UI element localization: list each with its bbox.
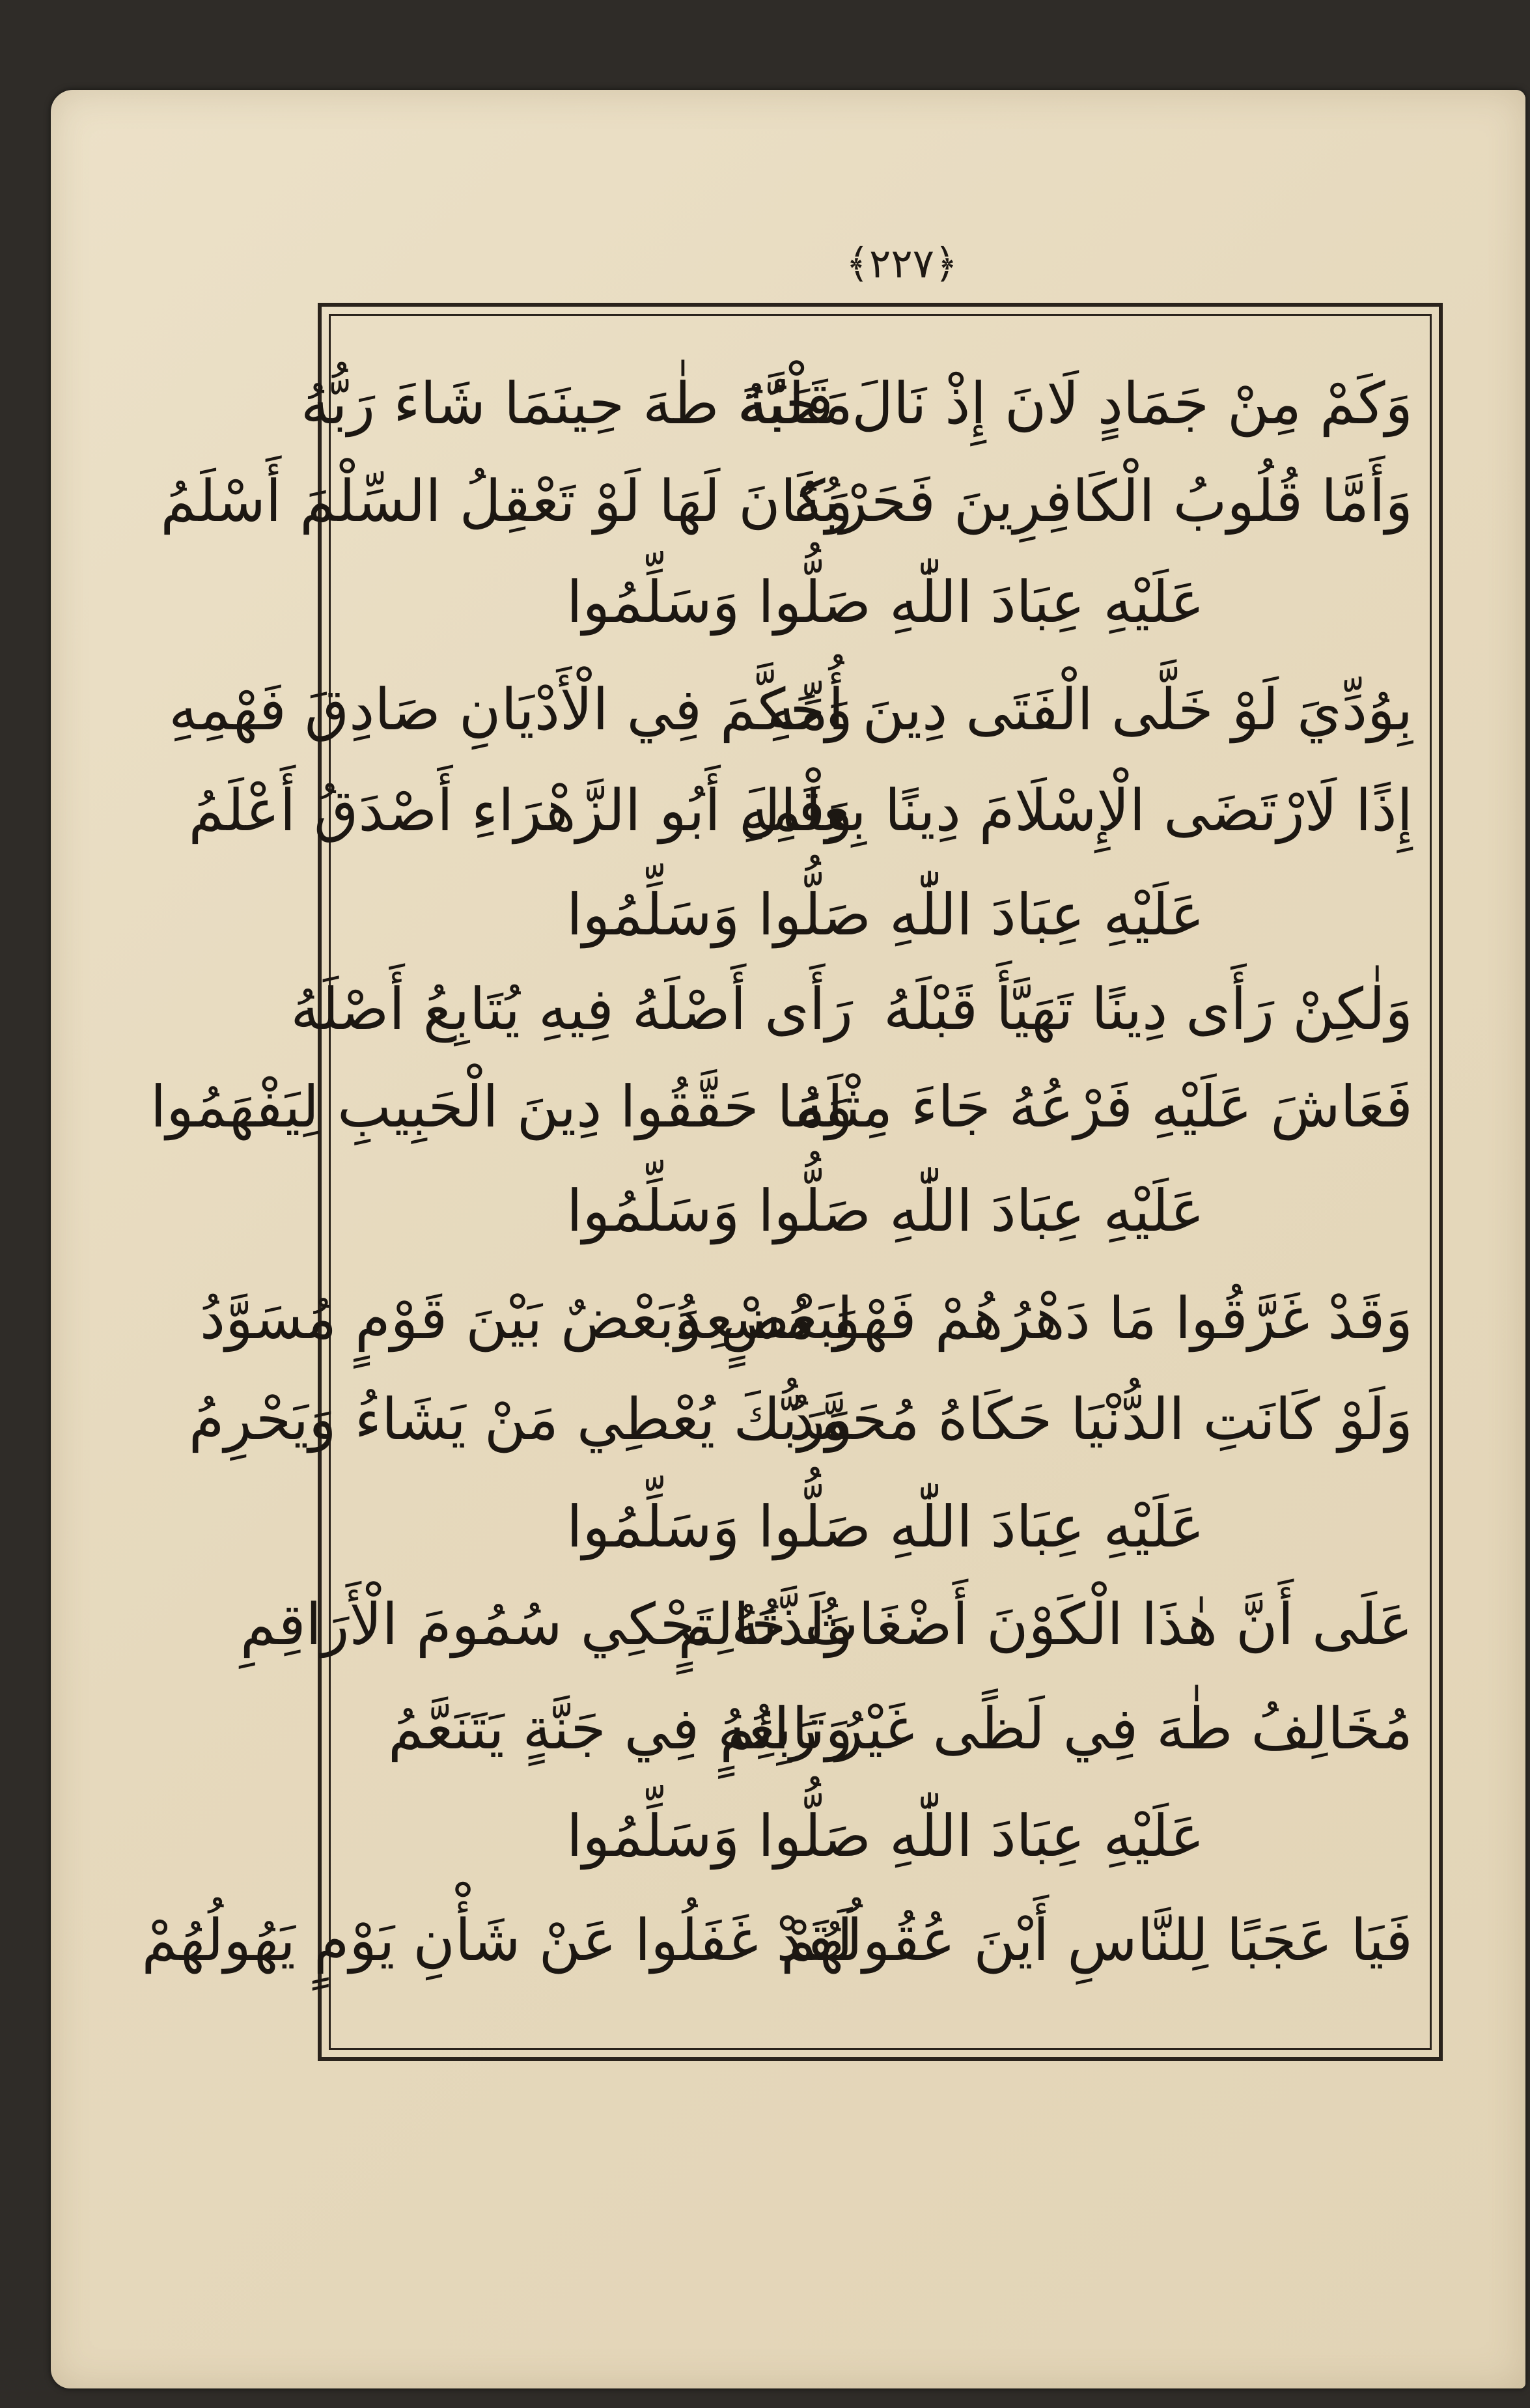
verse-left-hemistich: رَأَى أَصْلَهُ فِيهِ يُتَابِعُ أَصْلَهُ bbox=[290, 975, 853, 1043]
verse-left-hemistich: وَمَا حَقَّقُوا دِينَ الْحَبِيبِ لِيَفْهَمُوا bbox=[150, 1073, 853, 1140]
verse-left-hemistich: وَحَكَّمَ فِي الْأَدْيَانِ صَادِقَ فَهْمِهِ bbox=[169, 676, 853, 743]
verse-left-hemistich: وَتَابِعُهُ فِي جَنَّةٍ يَتَنَعَّمُ bbox=[387, 1695, 853, 1762]
refrain-line: عَلَيْهِ عِبَادَ اللّٰهِ صَلُّوا وَسَلِّمُوا bbox=[566, 568, 1204, 636]
verse-left-hemistich: مَحَبَّةَ طٰهَ حِينَمَا شَاءَ رَبُّهُ bbox=[300, 370, 853, 437]
refrain-line: عَلَيْهِ عِبَادَ اللّٰهِ صَلُّوا وَسَلِّمُوا bbox=[566, 1177, 1204, 1244]
verse-left-hemistich: لِبَعْضٍ وَبَعْضٌ بَيْنَ قَوْمٍ مُسَوَّدُ bbox=[199, 1285, 853, 1352]
verse-right-hemistich: مُخَالِفُ طٰهَ فِي لَظًى غَيْرُ رَائِمٍ bbox=[719, 1695, 1413, 1762]
verse-right-hemistich: فَيَا عَجَبًا لِلنَّاسِ أَيْنَ عُقُولُهُمْ bbox=[780, 1907, 1413, 1974]
verse-right-hemistich: وَلٰكِنْ رَأَى دِينًا تَهَيَّأَ قَبْلَهُ bbox=[883, 975, 1413, 1043]
verse-right-hemistich: وَكَمْ مِنْ جَمَادٍ لَانَ إِذْ نَالَ قَلْبُهُ bbox=[739, 370, 1413, 437]
verse-left-hemistich: وَرَبُّكَ يُعْطِي مَنْ يَشَاءُ وَيَحْرِمُ bbox=[188, 1386, 853, 1453]
refrain-line: عَلَيْهِ عِبَادَ اللّٰهِ صَلُّوا وَسَلِّمُوا bbox=[566, 1802, 1204, 1869]
verse-right-hemistich: بِوُدِّيَ لَوْ خَلَّى الْفَتَى دِينَ أُمِّهِ bbox=[766, 676, 1413, 743]
verse-left-hemistich: وَكَانَ لَهَا لَوْ تَعْقِلُ السِّلْمَ أَسْلَمُ bbox=[160, 468, 853, 535]
verse-right-hemistich: وَأَمَّا قُلُوبُ الْكَافِرِينَ فَحَرْبُهُ bbox=[792, 468, 1413, 535]
page-number: ﴿٢٢٧﴾ bbox=[845, 240, 958, 287]
refrain-line: عَلَيْهِ عِبَادَ اللّٰهِ صَلُّوا وَسَلِّمُوا bbox=[566, 1493, 1204, 1560]
verse-right-hemistich: وَقَدْ غَرَّقُوا مَا دَهْرُهُمْ فَهْوَ مُسْعِدُ bbox=[675, 1285, 1413, 1352]
verse-right-hemistich: إِذًا لَارْتَضَى الْإِسْلَامَ دِينًا بِعِلْمِهِ bbox=[740, 777, 1413, 844]
refrain-line: عَلَيْهِ عِبَادَ اللّٰهِ صَلُّوا وَسَلِّمُوا bbox=[566, 881, 1204, 948]
verse-right-hemistich: عَلَى أَنَّ هٰذَا الْكَوْنَ أَضْغَاثُ حَالِمٍ bbox=[678, 1591, 1413, 1658]
verse-right-hemistich: وَلَوْ كَانَتِ الدُّنْيَا حَكَاهُ مُحَمَّدُ bbox=[788, 1386, 1413, 1453]
verse-left-hemistich: وَلَذَّتُهُ تَحْكِي سُمُومَ الْأَرَاقِمِ bbox=[240, 1591, 853, 1658]
verse-right-hemistich: فَعَاشَ عَلَيْهِ فَرْعُهُ جَاءَ مِثْلَهُ bbox=[795, 1073, 1413, 1140]
verse-left-hemistich: لَقَدْ غَفَلُوا عَنْ شَأْنِ يَوْمٍ يَهُولُهُمْ bbox=[141, 1907, 853, 1974]
verse-left-hemistich: وَقَالَ أَبُو الزَّهْرَاءِ أَصْدَقُ أَعْلَمُ bbox=[188, 777, 853, 844]
